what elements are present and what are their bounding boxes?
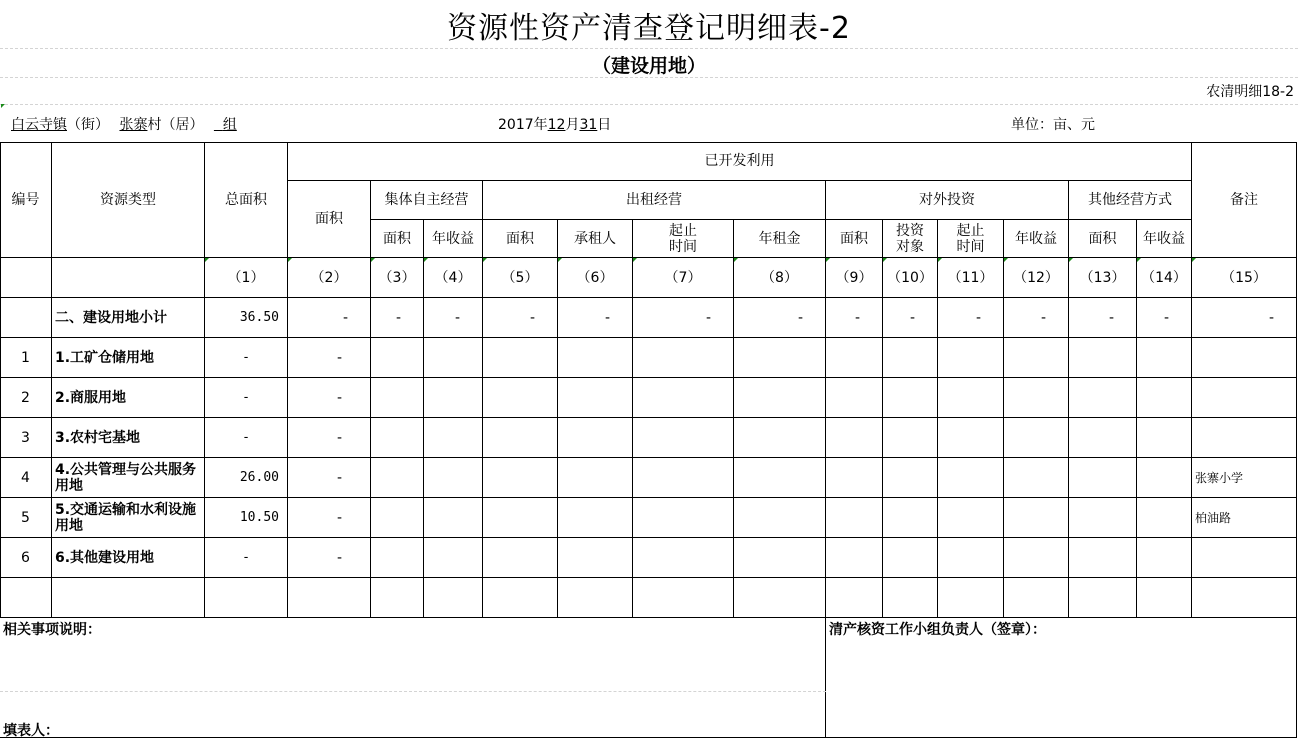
row-5-area[interactable]: - — [288, 498, 371, 538]
row-4-cell[interactable] — [1137, 458, 1192, 498]
subtotal-value-13[interactable]: - — [1069, 298, 1137, 338]
row-1-area[interactable]: - — [288, 338, 371, 378]
header-invest[interactable]: 对外投资 — [826, 181, 1069, 220]
row-1-cell[interactable] — [1137, 338, 1192, 378]
colnum-14[interactable]: （14） — [1137, 258, 1192, 298]
row-1-cell[interactable] — [938, 338, 1004, 378]
colnum-6[interactable]: （6） — [558, 258, 633, 298]
subtotal-value-7[interactable]: - — [633, 298, 734, 338]
cell-marker — [1069, 258, 1073, 262]
row-4-no[interactable]: 4 — [0, 458, 52, 498]
empty-row-cell[interactable] — [483, 578, 558, 618]
row-6-remark[interactable] — [1192, 538, 1297, 578]
row-2-cell[interactable] — [826, 378, 883, 418]
row-3-type[interactable]: 3.农村宅基地 — [52, 418, 205, 458]
row-1-cell[interactable] — [371, 338, 424, 378]
row-3-cell[interactable] — [826, 418, 883, 458]
empty-row-cell[interactable] — [288, 578, 371, 618]
header-other[interactable]: 其他经营方式 — [1069, 181, 1192, 220]
row-2-cell[interactable] — [371, 378, 424, 418]
cell-marker — [1004, 258, 1008, 262]
empty-row-cell[interactable] — [1069, 578, 1137, 618]
row-3-area[interactable]: - — [288, 418, 371, 458]
cell-marker — [288, 258, 292, 262]
row-2-cell[interactable] — [1069, 378, 1137, 418]
group-suffix: 组 — [222, 117, 237, 133]
row-6-cell[interactable] — [483, 538, 558, 578]
subtotal-value-8[interactable]: - — [734, 298, 826, 338]
row-1-type[interactable]: 1.工矿仓储用地 — [52, 338, 205, 378]
subtotal-value-15[interactable]: - — [1192, 298, 1297, 338]
row-3-cell[interactable] — [1004, 418, 1069, 458]
row-1-cell[interactable] — [734, 338, 826, 378]
header-collective-income[interactable]: 年收益 — [424, 220, 483, 258]
row-2-cell[interactable] — [1137, 378, 1192, 418]
cell-marker — [1, 104, 5, 108]
cell-marker — [558, 258, 562, 262]
row-3-no[interactable]: 3 — [0, 418, 52, 458]
header-remark[interactable]: 备注 — [1192, 142, 1297, 258]
colnum-blank[interactable] — [52, 258, 205, 298]
row-6-cell[interactable] — [734, 538, 826, 578]
notes-box[interactable] — [0, 618, 826, 738]
empty-row-cell[interactable] — [1137, 578, 1192, 618]
row-6-type[interactable]: 6.其他建设用地 — [52, 538, 205, 578]
row-4-cell[interactable] — [1004, 458, 1069, 498]
sheet-gridline — [0, 104, 1298, 105]
empty-row-cell[interactable] — [938, 578, 1004, 618]
empty-row-cell[interactable] — [1192, 578, 1297, 618]
row-4-cell[interactable] — [883, 458, 938, 498]
row-4-area[interactable]: - — [288, 458, 371, 498]
row-3-cell[interactable] — [938, 418, 1004, 458]
row-3-cell[interactable] — [558, 418, 633, 458]
row-2-type[interactable]: 2.商服用地 — [52, 378, 205, 418]
cell-marker — [424, 258, 428, 262]
header-collective-area[interactable]: 面积 — [371, 220, 424, 258]
colnum-15[interactable]: （15） — [1192, 258, 1297, 298]
empty-row-cell[interactable] — [424, 578, 483, 618]
footer-divider — [0, 691, 826, 692]
row-5-cell[interactable] — [1069, 498, 1137, 538]
row-2-cell[interactable] — [734, 378, 826, 418]
row-3-cell[interactable] — [883, 418, 938, 458]
row-1-no[interactable]: 1 — [0, 338, 52, 378]
subtotal-value-10[interactable]: - — [883, 298, 938, 338]
header-other-area[interactable]: 面积 — [1069, 220, 1137, 258]
colnum-2[interactable]: （2） — [288, 258, 371, 298]
date-month: 12 — [547, 117, 566, 133]
row-6-cell[interactable] — [424, 538, 483, 578]
empty-row-cell[interactable] — [52, 578, 205, 618]
colnum-11[interactable]: （11） — [938, 258, 1004, 298]
row-5-remark[interactable]: 柏油路 — [1192, 498, 1297, 538]
colnum-4[interactable]: （4） — [424, 258, 483, 298]
header-invest-income[interactable]: 年收益 — [1004, 220, 1069, 258]
row-3-cell[interactable] — [1137, 418, 1192, 458]
ledger-table — [0, 142, 1298, 738]
row-5-total[interactable]: 10.50 — [205, 498, 288, 538]
row-2-remark[interactable] — [1192, 378, 1297, 418]
town-suffix: （街） — [67, 117, 109, 133]
colnum-9[interactable]: （9） — [826, 258, 883, 298]
row-3-cell[interactable] — [424, 418, 483, 458]
header-collective[interactable]: 集体自主经营 — [371, 181, 483, 220]
row-2-cell[interactable] — [938, 378, 1004, 418]
row-1-total[interactable]: - — [205, 338, 288, 378]
date-day-unit: 日 — [597, 117, 612, 133]
row-6-no[interactable]: 6 — [0, 538, 52, 578]
row-4-type[interactable]: 4.公共管理与公共服务用地 — [52, 458, 205, 498]
cell-marker — [483, 258, 487, 262]
empty-row-cell[interactable] — [558, 578, 633, 618]
unit-label: 单位：亩、元 — [1011, 117, 1095, 133]
header-invest-area[interactable]: 面积 — [826, 220, 883, 258]
row-5-cell[interactable] — [883, 498, 938, 538]
cell-marker — [938, 258, 942, 262]
date-year: 2017 — [498, 117, 534, 133]
row-2-no[interactable]: 2 — [0, 378, 52, 418]
empty-row-cell[interactable] — [633, 578, 734, 618]
empty-row-cell[interactable] — [883, 578, 938, 618]
row-1-cell[interactable] — [1004, 338, 1069, 378]
row-5-cell[interactable] — [424, 498, 483, 538]
colnum-5[interactable]: （5） — [483, 258, 558, 298]
subtotal-value-11[interactable]: - — [938, 298, 1004, 338]
cell-marker — [734, 258, 738, 262]
village-suffix: 村（居） — [147, 117, 204, 133]
header-lease-rent[interactable]: 年租金 — [734, 220, 826, 258]
header-other-income[interactable]: 年收益 — [1137, 220, 1192, 258]
row-6-area[interactable]: - — [288, 538, 371, 578]
row-2-area[interactable]: - — [288, 378, 371, 418]
row-4-total[interactable]: 26.00 — [205, 458, 288, 498]
row-5-cell[interactable] — [734, 498, 826, 538]
row-3-remark[interactable] — [1192, 418, 1297, 458]
filler-label: 填表人： — [3, 723, 59, 739]
colnum-8[interactable]: （8） — [734, 258, 826, 298]
row-4-cell[interactable] — [1069, 458, 1137, 498]
row-3-cell[interactable] — [1069, 418, 1137, 458]
row-4-cell[interactable] — [938, 458, 1004, 498]
colnum-blank[interactable] — [0, 258, 52, 298]
page-subtitle: （建设用地） — [591, 54, 706, 77]
row-3-cell[interactable] — [734, 418, 826, 458]
row-5-type[interactable]: 5.交通运输和水利设施用地 — [52, 498, 205, 538]
subtotal-value-12[interactable]: - — [1004, 298, 1069, 338]
header-developed[interactable]: 已开发利用 — [288, 142, 1192, 181]
row-1-cell[interactable] — [1069, 338, 1137, 378]
group-blank — [214, 117, 223, 133]
row-6-cell[interactable] — [558, 538, 633, 578]
row-6-cell[interactable] — [1004, 538, 1069, 578]
row-1-cell[interactable] — [883, 338, 938, 378]
row-4-remark[interactable]: 张寨小学 — [1192, 458, 1297, 498]
colnum-13[interactable]: （13） — [1069, 258, 1137, 298]
row-6-cell[interactable] — [371, 538, 424, 578]
subtotal-value-2[interactable]: - — [288, 298, 371, 338]
header-area[interactable]: 面积 — [288, 181, 371, 258]
date-line — [498, 114, 611, 134]
row-6-cell[interactable] — [633, 538, 734, 578]
row-2-cell[interactable] — [883, 378, 938, 418]
row-5-cell[interactable] — [558, 498, 633, 538]
subtotal-total[interactable]: 36.50 — [205, 298, 288, 338]
row-6-cell[interactable] — [826, 538, 883, 578]
empty-row-cell[interactable] — [1004, 578, 1069, 618]
row-6-cell[interactable] — [938, 538, 1004, 578]
header-type[interactable]: 资源类型 — [52, 142, 205, 258]
row-4-cell[interactable] — [633, 458, 734, 498]
form-code: 农清明细18-2 — [1206, 84, 1294, 100]
row-5-no[interactable]: 5 — [0, 498, 52, 538]
empty-row-cell[interactable] — [734, 578, 826, 618]
row-4-cell[interactable] — [371, 458, 424, 498]
colnum-3[interactable]: （3） — [371, 258, 424, 298]
town-name: 白云寺镇 — [11, 117, 67, 133]
cell-marker — [371, 258, 375, 262]
empty-row-cell[interactable] — [371, 578, 424, 618]
header-lease-tenant[interactable]: 承租人 — [558, 220, 633, 258]
row-5-cell[interactable] — [371, 498, 424, 538]
empty-row-cell[interactable] — [205, 578, 288, 618]
row-2-cell[interactable] — [633, 378, 734, 418]
row-1-cell[interactable] — [424, 338, 483, 378]
row-2-cell[interactable] — [558, 378, 633, 418]
row-6-total[interactable]: - — [205, 538, 288, 578]
subtotal-value-4[interactable]: - — [424, 298, 483, 338]
row-5-cell[interactable] — [826, 498, 883, 538]
row-3-total[interactable]: - — [205, 418, 288, 458]
row-5-cell[interactable] — [1137, 498, 1192, 538]
header-invest-target[interactable]: 投资 对象 — [883, 220, 938, 258]
empty-row-cell[interactable] — [826, 578, 883, 618]
cell-marker — [205, 258, 209, 262]
leader-label: 清产核资工作小组负责人（签章）： — [829, 622, 1046, 638]
row-4-cell[interactable] — [424, 458, 483, 498]
row-1-remark[interactable] — [1192, 338, 1297, 378]
row-4-cell[interactable] — [483, 458, 558, 498]
row-1-cell[interactable] — [826, 338, 883, 378]
row-6-cell[interactable] — [1137, 538, 1192, 578]
header-lease-area[interactable]: 面积 — [483, 220, 558, 258]
row-3-cell[interactable] — [483, 418, 558, 458]
row-1-cell[interactable] — [558, 338, 633, 378]
subtotal-value-14[interactable]: - — [1137, 298, 1192, 338]
village-name: 张寨 — [119, 117, 148, 133]
header-total-area[interactable]: 总面积 — [205, 142, 288, 258]
header-no[interactable]: 编号 — [0, 142, 52, 258]
colnum-7[interactable]: （7） — [633, 258, 734, 298]
row-6-cell[interactable] — [1069, 538, 1137, 578]
subtotal-value-6[interactable]: - — [558, 298, 633, 338]
row-6-cell[interactable] — [883, 538, 938, 578]
leader-sign-box[interactable] — [826, 618, 1297, 738]
header-lease-period[interactable]: 起止 时间 — [633, 220, 734, 258]
date-day: 31 — [579, 117, 598, 133]
cell-marker — [1137, 258, 1141, 262]
cell-marker — [633, 258, 637, 262]
subtotal-value-9[interactable]: - — [826, 298, 883, 338]
row-2-cell[interactable] — [1004, 378, 1069, 418]
location-line — [11, 114, 237, 134]
cell-marker — [883, 258, 887, 262]
row-3-cell[interactable] — [633, 418, 734, 458]
row-2-cell[interactable] — [424, 378, 483, 418]
row-5-cell[interactable] — [633, 498, 734, 538]
row-1-cell[interactable] — [633, 338, 734, 378]
notes-label: 相关事项说明： — [3, 622, 101, 638]
row-4-cell[interactable] — [734, 458, 826, 498]
colnum-1[interactable]: （1） — [205, 258, 288, 298]
subtotal-label[interactable]: 二、建设用地小计 — [52, 298, 205, 338]
row-5-cell[interactable] — [483, 498, 558, 538]
row-4-cell[interactable] — [558, 458, 633, 498]
row-3-cell[interactable] — [371, 418, 424, 458]
row-2-total[interactable]: - — [205, 378, 288, 418]
empty-row-cell[interactable] — [0, 578, 52, 618]
header-invest-period[interactable]: 起止 时间 — [938, 220, 1004, 258]
row-1-cell[interactable] — [483, 338, 558, 378]
row-5-cell[interactable] — [938, 498, 1004, 538]
date-year-unit: 年 — [533, 117, 548, 133]
colnum-10[interactable]: （10） — [883, 258, 938, 298]
header-lease[interactable]: 出租经营 — [483, 181, 826, 220]
row-2-cell[interactable] — [483, 378, 558, 418]
cell-marker — [1192, 258, 1196, 262]
subtotal-no[interactable] — [0, 298, 52, 338]
date-month-unit: 月 — [565, 117, 580, 133]
page-title: 资源性资产清查登记明细表-2 — [447, 11, 851, 46]
row-5-cell[interactable] — [1004, 498, 1069, 538]
subtotal-value-5[interactable]: - — [483, 298, 558, 338]
cell-marker — [826, 258, 830, 262]
row-4-cell[interactable] — [826, 458, 883, 498]
colnum-12[interactable]: （12） — [1004, 258, 1069, 298]
subtotal-value-3[interactable]: - — [371, 298, 424, 338]
